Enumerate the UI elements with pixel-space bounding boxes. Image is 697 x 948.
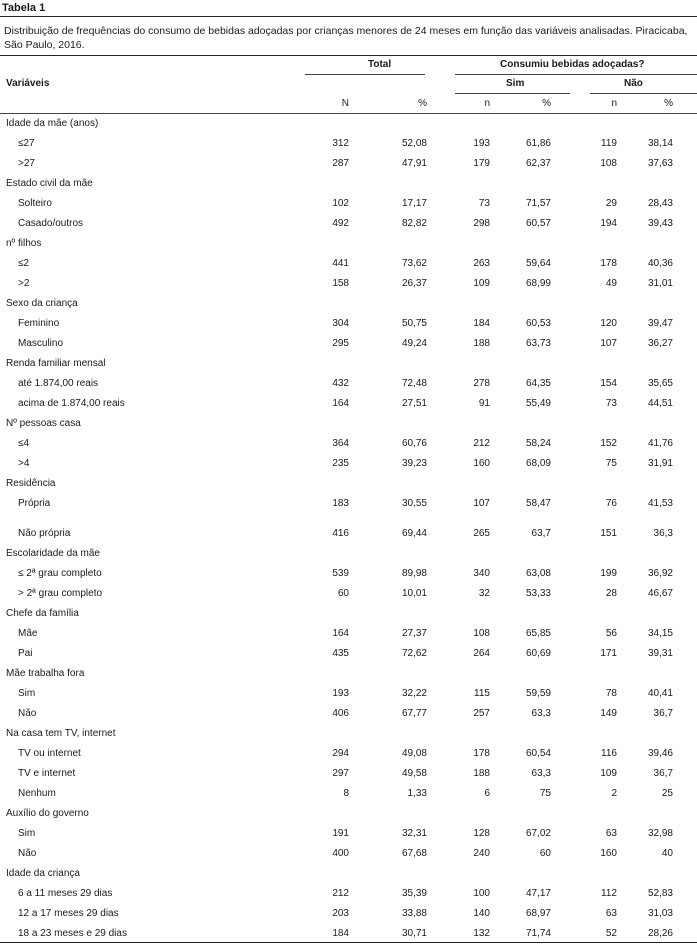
cell-pct-sim: 58,24: [525, 438, 551, 449]
cell-pct-total: 27,51: [401, 398, 427, 409]
cell-pct-sim: 47,17: [525, 888, 551, 899]
title-rule: [0, 16, 697, 17]
cell-pct-sim: 60,57: [525, 218, 551, 229]
cell-n-nao: 73: [605, 398, 617, 409]
group-label: Idade da criança: [6, 868, 80, 879]
cell-n-nao: 119: [601, 138, 617, 149]
cell-n-nao: 199: [600, 568, 617, 579]
nao-rule: [590, 93, 697, 94]
cell-n-sim: 178: [473, 748, 490, 759]
cell-n-sim: 278: [473, 378, 490, 389]
cell-N: 492: [332, 218, 349, 229]
cell-pct-sim: 65,85: [525, 628, 551, 639]
row-label: Sim: [18, 828, 36, 839]
cell-pct-sim: 71,74: [525, 928, 551, 939]
cell-pct-sim: 67,02: [525, 828, 551, 839]
cell-pct-sim: 64,35: [525, 378, 551, 389]
cell-pct-sim: 63,7: [531, 528, 551, 539]
cell-pct-sim: 60,53: [525, 318, 551, 329]
cell-n-sim: 298: [473, 218, 490, 229]
cell-pct-nao: 25: [661, 788, 673, 799]
cell-n-nao: 194: [600, 218, 617, 229]
cell-pct-total: 17,17: [401, 198, 427, 209]
row-label: >4: [18, 458, 30, 469]
row-label: TV ou internet: [18, 748, 81, 759]
row-label: TV e internet: [18, 768, 76, 779]
cell-n-sim: 263: [473, 258, 490, 269]
cell-pct-total: 69,44: [401, 528, 427, 539]
cell-pct-total: 32,31: [401, 828, 427, 839]
cell-pct-total: 35,39: [401, 888, 427, 899]
row-label: Pai: [18, 648, 33, 659]
cell-n-nao: 120: [600, 318, 617, 329]
cell-n-sim: 264: [473, 648, 490, 659]
cell-N: 158: [332, 278, 349, 289]
cell-pct-nao: 28,26: [647, 928, 673, 939]
cell-pct-nao: 39,43: [647, 218, 673, 229]
cell-n-sim: 265: [473, 528, 490, 539]
cell-n-nao: 76: [605, 498, 617, 509]
cell-pct-sim: 71,57: [525, 198, 551, 209]
cell-N: 406: [332, 708, 349, 719]
row-label: Feminino: [18, 318, 60, 329]
cell-n-sim: 140: [473, 908, 490, 919]
cell-pct-sim: 55,49: [525, 398, 551, 409]
group-label: Renda familiar mensal: [6, 358, 106, 369]
cell-N: 102: [332, 198, 349, 209]
cell-n-sim: 109: [473, 278, 490, 289]
cell-N: 193: [332, 688, 349, 699]
cell-pct-nao: 39,31: [647, 648, 673, 659]
cell-N: 539: [332, 568, 349, 579]
cell-pct-nao: 44,51: [647, 398, 673, 409]
cell-N: 184: [332, 928, 349, 939]
cell-n-nao: 29: [605, 198, 617, 209]
cell-n-nao: 56: [605, 628, 617, 639]
row-label: acima de 1.874,00 reais: [18, 398, 125, 409]
cell-pct-total: 49,58: [401, 768, 427, 779]
cell-pct-nao: 40: [661, 848, 673, 859]
consumiu-rule: [455, 74, 697, 75]
row-label: 6 a 11 meses 29 dias: [18, 888, 113, 899]
cell-N: 8: [343, 788, 349, 799]
cell-n-sim: 188: [473, 338, 490, 349]
row-label: >27: [18, 158, 35, 169]
cell-pct-sim: 53,33: [525, 588, 551, 599]
cell-pct-nao: 36,92: [647, 568, 673, 579]
cell-pct-sim: 75: [539, 788, 551, 799]
cell-pct-total: 32,22: [401, 688, 427, 699]
row-label: ≤ 2ª grau completo: [18, 568, 102, 579]
cell-pct-total: 50,75: [401, 318, 427, 329]
cell-N: 441: [332, 258, 349, 269]
cell-n-nao: 112: [601, 888, 617, 899]
cell-N: 295: [332, 338, 349, 349]
cell-pct-total: 10,01: [401, 588, 427, 599]
cell-pct-nao: 40,36: [647, 258, 673, 269]
row-label: Casado/outros: [18, 218, 84, 229]
row-label: > 2ª grau completo: [18, 588, 103, 599]
cell-n-sim: 212: [473, 438, 490, 449]
row-label: Própria: [18, 498, 51, 509]
cell-pct-total: 39,23: [401, 458, 427, 469]
cell-pct-total: 82,82: [401, 218, 427, 229]
cell-pct-sim: 61,86: [525, 138, 551, 149]
cell-n-nao: 107: [600, 338, 617, 349]
cell-pct-total: 30,71: [401, 928, 427, 939]
table-bottom-rule: [0, 942, 697, 943]
header-col-N: N: [341, 98, 349, 109]
cell-pct-sim: 68,97: [525, 908, 551, 919]
group-label: Residência: [6, 478, 56, 489]
cell-n-nao: 52: [605, 928, 617, 939]
cell-pct-sim: 59,59: [525, 688, 551, 699]
row-label: Não: [18, 708, 37, 719]
cell-pct-nao: 39,46: [647, 748, 673, 759]
cell-pct-nao: 31,01: [647, 278, 673, 289]
cell-n-sim: 193: [473, 138, 490, 149]
cell-n-nao: 63: [605, 908, 617, 919]
cell-pct-nao: 31,91: [647, 458, 673, 469]
cell-n-nao: 75: [605, 458, 617, 469]
cell-pct-total: 1,33: [407, 788, 427, 799]
cell-pct-nao: 38,14: [647, 138, 673, 149]
cell-n-nao: 160: [600, 848, 617, 859]
cell-n-nao: 49: [605, 278, 617, 289]
cell-n-sim: 132: [473, 928, 490, 939]
cell-N: 191: [332, 828, 349, 839]
header-consumiu: Consumiu bebidas adoçadas?: [500, 59, 645, 70]
row-label: Mãe: [18, 628, 38, 639]
cell-pct-total: 33,88: [401, 908, 427, 919]
cell-n-nao: 151: [600, 528, 617, 539]
cell-N: 435: [332, 648, 349, 659]
cell-n-sim: 179: [473, 158, 490, 169]
cell-pct-nao: 36,7: [653, 768, 673, 779]
cell-pct-nao: 32,98: [647, 828, 673, 839]
cell-n-sim: 184: [473, 318, 490, 329]
cell-pct-sim: 63,3: [531, 768, 551, 779]
cell-n-sim: 188: [473, 768, 490, 779]
cell-n-nao: 28: [605, 588, 617, 599]
cell-N: 212: [332, 888, 349, 899]
cell-pct-sim: 60,54: [525, 748, 551, 759]
cell-pct-total: 26,37: [401, 278, 427, 289]
table-title: Tabela 1: [2, 2, 46, 14]
cell-N: 304: [332, 318, 349, 329]
cell-N: 183: [332, 498, 349, 509]
cell-n-nao: 63: [605, 828, 617, 839]
cell-N: 312: [332, 138, 349, 149]
group-label: Idade da mãe (anos): [6, 118, 99, 129]
cell-n-sim: 6: [484, 788, 490, 799]
cell-pct-total: 49,08: [401, 748, 427, 759]
cell-pct-sim: 59,64: [525, 258, 551, 269]
cell-pct-nao: 41,53: [647, 498, 673, 509]
cell-n-nao: 149: [600, 708, 617, 719]
cell-pct-total: 49,24: [401, 338, 427, 349]
row-label: ≤2: [18, 258, 30, 269]
cell-pct-sim: 60: [539, 848, 551, 859]
cell-pct-nao: 40,41: [647, 688, 673, 699]
cell-n-nao: 152: [600, 438, 617, 449]
cell-n-sim: 107: [473, 498, 490, 509]
cell-pct-nao: 31,03: [647, 908, 673, 919]
cell-pct-total: 67,68: [401, 848, 427, 859]
cell-pct-sim: 63,73: [525, 338, 551, 349]
row-label: Masculino: [18, 338, 64, 349]
cell-n-nao: 78: [605, 688, 617, 699]
row-label: 12 a 17 meses 29 dias: [18, 908, 119, 919]
group-label: Estado civil da mãe: [6, 178, 93, 189]
cell-N: 60: [337, 588, 349, 599]
cell-n-nao: 116: [601, 748, 617, 759]
table-caption: Distribuição de frequências do consumo de bebidas adoçadas por crianças menores de 24 meses em função das variáveis analisadas. Piracicaba, São Paulo, 2016.: [4, 25, 688, 51]
cell-N: 203: [332, 908, 349, 919]
row-label: Não: [18, 848, 37, 859]
cell-pct-total: 47,91: [401, 158, 427, 169]
cell-n-sim: 240: [473, 848, 490, 859]
cell-pct-nao: 52,83: [647, 888, 673, 899]
cell-pct-nao: 34,15: [647, 628, 673, 639]
row-label: Nenhum: [18, 788, 56, 799]
cell-n-sim: 108: [473, 628, 490, 639]
cell-pct-nao: 41,76: [647, 438, 673, 449]
cell-N: 432: [332, 378, 349, 389]
cell-N: 164: [332, 628, 349, 639]
header-col-pct-nao: %: [664, 98, 673, 109]
cell-n-sim: 257: [473, 708, 490, 719]
cell-pct-sim: 63,3: [531, 708, 551, 719]
row-label: ≤27: [18, 138, 35, 149]
row-label: Solteiro: [18, 198, 52, 209]
header-col-n-nao: n: [611, 98, 617, 109]
cell-N: 364: [332, 438, 349, 449]
cell-N: 416: [332, 528, 349, 539]
cell-n-nao: 178: [600, 258, 617, 269]
cell-pct-sim: 60,69: [525, 648, 551, 659]
group-label: nº filhos: [6, 238, 42, 249]
cell-n-sim: 32: [478, 588, 490, 599]
cell-pct-total: 60,76: [401, 438, 427, 449]
header-col-pct-sim: %: [542, 98, 551, 109]
row-label: ≤4: [18, 438, 30, 449]
row-label: >2: [18, 278, 30, 289]
cell-pct-total: 73,62: [401, 258, 427, 269]
cell-n-nao: 109: [600, 768, 617, 779]
cell-n-nao: 108: [600, 158, 617, 169]
row-label: até 1.874,00 reais: [18, 378, 99, 389]
cell-pct-total: 52,08: [401, 138, 427, 149]
cell-pct-nao: 28,43: [647, 198, 673, 209]
header-total: Total: [368, 59, 392, 70]
group-label: Sexo da criança: [6, 298, 78, 309]
cell-n-nao: 154: [600, 378, 617, 389]
header-sim: Sim: [506, 78, 525, 89]
group-label: Na casa tem TV, internet: [6, 728, 116, 739]
group-label: Nº pessoas casa: [6, 418, 81, 429]
cell-pct-nao: 36,7: [653, 708, 673, 719]
cell-n-sim: 115: [474, 688, 490, 699]
group-label: Escolaridade da mãe: [6, 548, 100, 559]
cell-n-sim: 128: [473, 828, 490, 839]
row-label: Não própria: [18, 528, 71, 539]
cell-pct-sim: 58,47: [525, 498, 551, 509]
cell-N: 294: [332, 748, 349, 759]
cell-pct-nao: 37,63: [647, 158, 673, 169]
cell-n-nao: 171: [600, 648, 617, 659]
cell-pct-sim: 63,08: [525, 568, 551, 579]
group-label: Chefe da família: [6, 608, 79, 619]
cell-pct-nao: 35,65: [647, 378, 673, 389]
sim-rule: [455, 93, 570, 94]
cell-N: 287: [332, 158, 349, 169]
cell-pct-sim: 62,37: [525, 158, 551, 169]
row-label: 18 a 23 meses e 29 dias: [18, 928, 127, 939]
header-bottom-rule: [0, 113, 697, 114]
cell-pct-nao: 39,47: [647, 318, 673, 329]
cell-pct-total: 72,62: [401, 648, 427, 659]
cell-N: 400: [332, 848, 349, 859]
header-nao: Não: [624, 78, 643, 89]
header-variaveis: Variáveis: [6, 78, 50, 89]
row-label: Sim: [18, 688, 36, 699]
header-top-rule: [0, 55, 697, 56]
cell-n-nao: 2: [611, 788, 617, 799]
cell-pct-total: 67,77: [401, 708, 427, 719]
cell-N: 164: [332, 398, 349, 409]
cell-n-sim: 100: [473, 888, 490, 899]
total-rule: [305, 74, 425, 75]
group-label: Auxílio do governo: [6, 808, 89, 819]
cell-pct-sim: 68,99: [525, 278, 551, 289]
cell-N: 297: [332, 768, 349, 779]
cell-pct-nao: 46,67: [647, 588, 673, 599]
header-col-n-sim: n: [484, 98, 490, 109]
cell-n-sim: 73: [478, 198, 490, 209]
group-label: Mãe trabalha fora: [6, 668, 85, 679]
cell-n-sim: 91: [478, 398, 490, 409]
cell-pct-total: 89,98: [401, 568, 427, 579]
cell-n-sim: 340: [473, 568, 490, 579]
cell-pct-nao: 36,3: [653, 528, 673, 539]
header-col-pct-total: %: [418, 98, 427, 109]
cell-N: 235: [332, 458, 349, 469]
cell-pct-sim: 68,09: [525, 458, 551, 469]
cell-pct-nao: 36,27: [647, 338, 673, 349]
cell-pct-total: 27,37: [401, 628, 427, 639]
cell-pct-total: 72,48: [401, 378, 427, 389]
cell-n-sim: 160: [473, 458, 490, 469]
cell-pct-total: 30,55: [401, 498, 427, 509]
